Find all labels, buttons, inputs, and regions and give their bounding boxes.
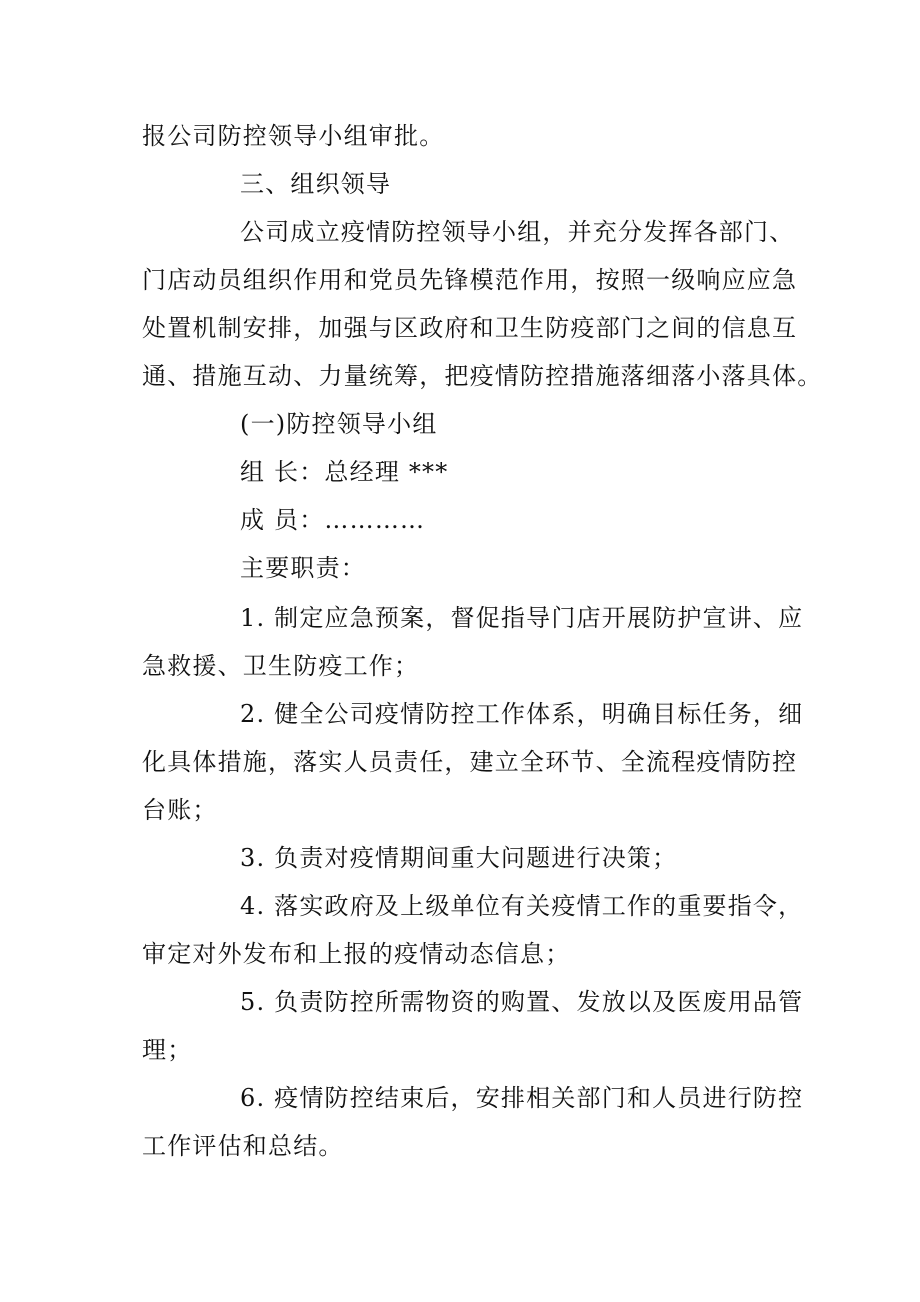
duty-item-4-continuation: 审定对外发布和上报的疫情动态信息； <box>142 940 571 968</box>
duties-heading: 主要职责： <box>240 554 366 582</box>
duty-item-4: 4. 落实政府及上级单位有关疫情工作的重要指令， <box>240 892 804 920</box>
team-members-line: 成 员：………… <box>240 506 426 534</box>
duty-item-1-continuation: 急救援、卫生防疫工作； <box>142 652 420 680</box>
duty-item-5-continuation: 理； <box>142 1036 193 1064</box>
team-leader-line: 组 长：总经理 *** <box>240 458 449 486</box>
duty-item-6-continuation: 工作评估和总结。 <box>142 1132 344 1160</box>
paragraph-line: 公司成立疫情防控领导小组，并充分发挥各部门、 <box>240 218 795 246</box>
duty-item-3: 3. 负责对疫情期间重大问题进行决策； <box>240 844 678 872</box>
section-heading: 三、组织领导 <box>240 170 392 198</box>
duty-item-2-continuation: 化具体措施，落实人员责任，建立全环节、全流程疫情防控 <box>142 748 798 776</box>
duty-item-6: 6. 疫情防控结束后，安排相关部门和人员进行防控 <box>240 1084 804 1112</box>
paragraph-line: 门店动员组织作用和党员先锋模范作用，按照一级响应应急 <box>142 266 798 294</box>
paragraph-line-continuation: 报公司防控领导小组审批。 <box>142 122 445 150</box>
paragraph-line: 处置机制安排，加强与区政府和卫生防疫部门之间的信息互 <box>142 314 798 342</box>
duty-item-1: 1. 制定应急预案，督促指导门店开展防护宣讲、应 <box>240 604 804 632</box>
duty-item-5: 5. 负责防控所需物资的购置、发放以及医废用品管 <box>240 988 804 1016</box>
duty-item-2: 2. 健全公司疫情防控工作体系，明确目标任务，细 <box>240 700 804 728</box>
duty-item-2-continuation: 台账； <box>142 796 218 824</box>
paragraph-line: 通、措施互动、力量统筹，把疫情防控措施落细落小落具体。 <box>142 362 823 390</box>
subsection-heading: (一)防控领导小组 <box>240 410 438 438</box>
